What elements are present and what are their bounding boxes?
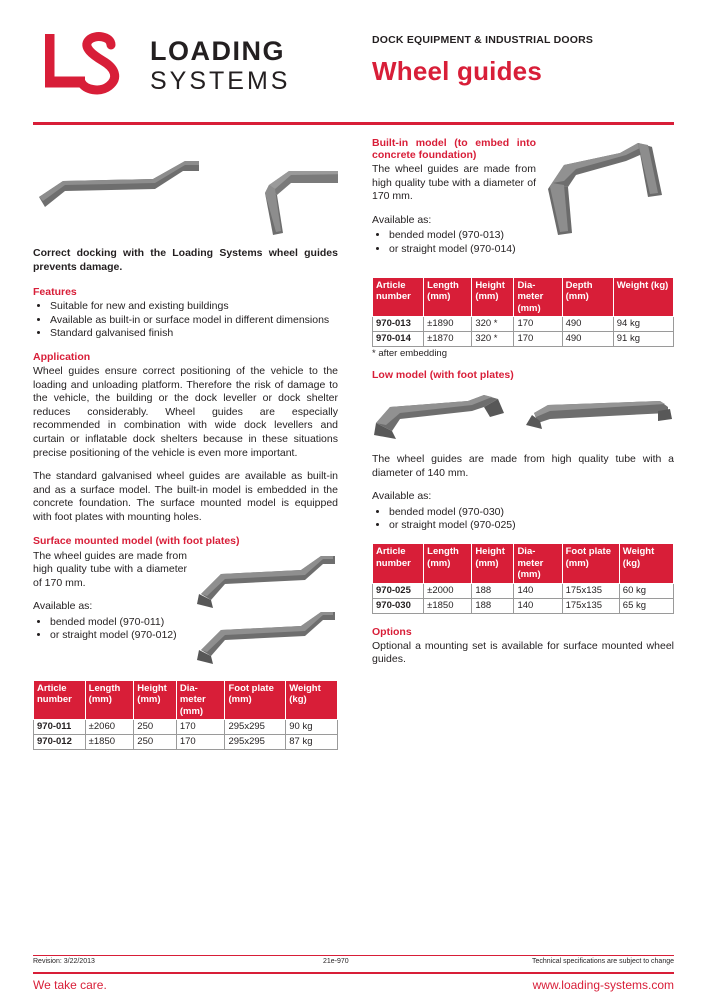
table-cell: ±2000 [424, 583, 472, 598]
table-cell: 140 [514, 583, 562, 598]
table-row [373, 317, 674, 332]
table-cell: 295x295 [225, 720, 286, 735]
table-header-cell: Length (mm) [424, 277, 472, 317]
surface-model-photo-top [33, 137, 338, 247]
logo-wordmark [150, 36, 290, 96]
left-intro-text: Correct docking with the Loading Systems wheel guides prevents damage. [33, 247, 338, 273]
table-row [373, 332, 674, 347]
low-model-heading: Low model (with foot plates) [372, 369, 514, 382]
table-cell: 320 * [472, 317, 514, 332]
builtin-table-footnote: * after embedding [372, 348, 447, 360]
table-header-cell: Dia-meter (mm) [514, 277, 562, 317]
table-cell: 970-014 [373, 332, 424, 347]
table-header-cell: Height (mm) [134, 680, 177, 720]
footer-website-link[interactable]: www.loading-systems.com [532, 978, 674, 992]
table-cell: ±2060 [85, 720, 134, 735]
company-logo [45, 30, 335, 100]
left-column [33, 137, 338, 750]
logo-line-2: SYSTEMS [150, 67, 291, 95]
application-paragraph-2: The standard galvanised wheel guides are available as built-in and as a surface model. The built-in model is embedded in the concrete foundation. The surface mounted model is equipped with foot plates with mounting holes. [33, 470, 338, 523]
table-cell: ±1890 [424, 317, 472, 332]
header-eyebrow: DOCK EQUIPMENT & INDUSTRIAL DOORS [372, 34, 594, 46]
ls-logo-icon [45, 30, 140, 96]
table-cell: 90 kg [286, 720, 338, 735]
table-cell: 91 kg [613, 332, 673, 347]
features-heading: Features [33, 286, 77, 299]
table-cell: 188 [472, 583, 514, 598]
header-divider [33, 122, 674, 125]
table-cell: 250 [134, 720, 177, 735]
options-heading: Options [372, 625, 412, 638]
table-cell: 170 [514, 317, 562, 332]
table-header-cell: Height (mm) [472, 277, 514, 317]
table-header-cell: Foot plate (mm) [225, 680, 286, 720]
footer-disclaimer: Technical specifications are subject to change [531, 958, 674, 965]
list-item: • Available as built-in or surface model in different dimensions [50, 314, 338, 328]
table-cell: ±1850 [424, 598, 472, 613]
table-cell: 170 [514, 332, 562, 347]
list-item: • or straight model (970-025) [389, 519, 674, 533]
table-cell: 970-013 [373, 317, 424, 332]
table-cell: 175x135 [562, 583, 619, 598]
table-cell: 170 [176, 720, 225, 735]
table-cell: 175x135 [562, 598, 619, 613]
table-cell: 140 [514, 598, 562, 613]
surface-model-table [33, 680, 338, 751]
list-item: • Suitable for new and existing buildings [50, 300, 338, 314]
builtin-available-label: Available as: [372, 213, 432, 226]
table-header-cell: Dia-meter (mm) [514, 544, 562, 584]
table-cell: 250 [134, 735, 177, 750]
footer-tagline: We take care. [33, 978, 107, 992]
page-title: Wheel guides [372, 56, 542, 86]
list-item: • or straight model (970-012) [50, 629, 338, 643]
builtin-model-heading: Built-in model (to embed into concrete foundation) [372, 137, 536, 161]
table-header-cell: Article number [34, 680, 86, 720]
table-header-cell: Article number [373, 277, 424, 317]
table-cell: 65 kg [619, 598, 673, 613]
low-model-paragraph: The wheel guides are made from high quality tube with a diameter of 140 mm. [372, 453, 674, 479]
list-item: • bended model (970-030) [389, 506, 674, 520]
table-header-cell: Article number [373, 544, 424, 584]
list-item: • or straight model (970-014) [389, 243, 674, 257]
table-cell: 94 kg [613, 317, 673, 332]
footer-divider-top [33, 955, 674, 956]
table-cell: 87 kg [286, 735, 338, 750]
table-cell: 295x295 [225, 735, 286, 750]
surface-model-paragraph: The wheel guides are made from high quality tube with a diameter of 170 mm. [33, 549, 187, 589]
table-row [34, 735, 338, 750]
table-header-cell: Length (mm) [424, 544, 472, 584]
logo-line-1: LOADING [150, 36, 285, 66]
table-row [373, 583, 674, 598]
table-cell: 970-012 [34, 735, 86, 750]
footer-divider-bottom [33, 972, 674, 974]
surface-available-label: Available as: [33, 600, 93, 613]
surface-model-photo-inline [193, 550, 338, 670]
table-header-cell: Weight (kg) [613, 277, 673, 317]
low-model-table [372, 543, 674, 614]
builtin-model-table [372, 277, 674, 348]
list-item: • bended model (970-013) [389, 229, 674, 243]
table-cell: 970-030 [373, 598, 424, 613]
table-cell: 60 kg [619, 583, 673, 598]
table-header-cell: Height (mm) [472, 544, 514, 584]
table-header-cell: Weight (kg) [286, 680, 338, 720]
table-header-row [373, 277, 674, 317]
application-heading: Application [33, 350, 91, 363]
application-paragraph-1: Wheel guides ensure correct positioning of the vehicle to the loading and unloading platform. Therefore the risk of damage to the vehicle, the building or the dock leveller or dock shelter reduces considerably. Wheel guides are especially recommended in combination with wide dock levellers and curtain or inflatable dock shelters because in these situations precise positioning of the vehicle is even more important. [33, 364, 338, 459]
right-column [372, 137, 674, 677]
list-item: • bended model (970-011) [50, 616, 338, 630]
table-cell: 490 [562, 332, 613, 347]
table-cell: 320 * [472, 332, 514, 347]
table-cell: 970-011 [34, 720, 86, 735]
table-header-cell: Depth (mm) [562, 277, 613, 317]
builtin-model-paragraph: The wheel guides are made from high quality tube with a diameter of 170 mm. [372, 163, 536, 203]
low-model-photo [372, 387, 674, 447]
table-cell: ±1870 [424, 332, 472, 347]
table-header-cell: Foot plate (mm) [562, 544, 619, 584]
table-header-row [373, 544, 674, 584]
low-available-label: Available as: [372, 490, 432, 503]
table-header-cell: Length (mm) [85, 680, 134, 720]
surface-model-heading: Surface mounted model (with foot plates) [33, 534, 240, 547]
table-cell: 970-025 [373, 583, 424, 598]
header-titles [372, 34, 672, 87]
table-header-row [34, 680, 338, 720]
table-header-cell: Weight (kg) [619, 544, 673, 584]
builtin-model-photo [542, 137, 674, 249]
page-header [0, 0, 707, 122]
table-header-cell: Dia-meter (mm) [176, 680, 225, 720]
options-paragraph: Optional a mounting set is available for surface mounted wheel guides. [372, 639, 674, 666]
footer-revision: Revision: 3/22/2013 [33, 958, 95, 965]
table-cell: 188 [472, 598, 514, 613]
list-item: • Standard galvanised finish [50, 327, 338, 341]
footer-doc-code: 21e-970 [323, 958, 349, 965]
features-list [33, 300, 338, 341]
table-row [373, 598, 674, 613]
table-cell: 170 [176, 735, 225, 750]
low-available-list [372, 506, 674, 533]
table-row [34, 720, 338, 735]
table-cell: ±1850 [85, 735, 134, 750]
table-cell: 490 [562, 317, 613, 332]
